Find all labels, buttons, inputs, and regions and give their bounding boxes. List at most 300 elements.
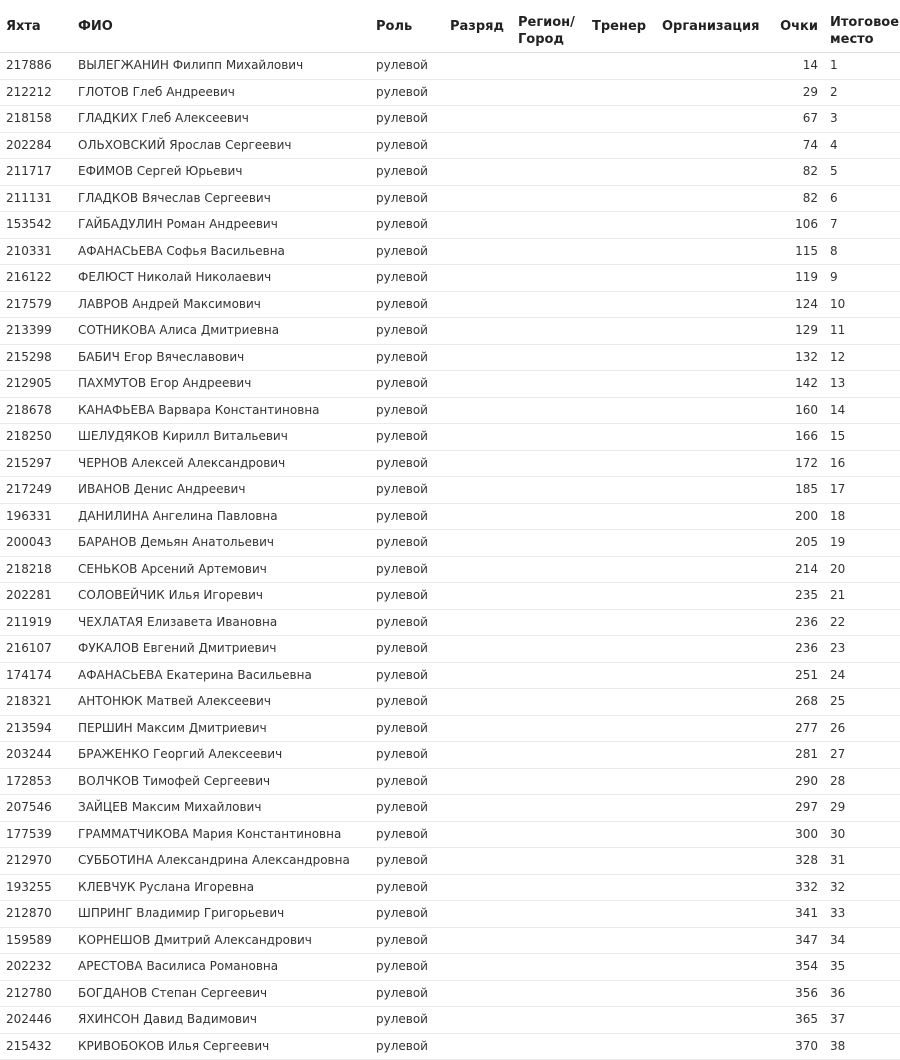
table-row: [0, 344, 900, 371]
region-cell: [512, 424, 586, 451]
name-cell: БОГДАНОВ Степан Сергеевич: [72, 980, 370, 1007]
coach-cell: [586, 212, 656, 239]
points-cell: 370: [768, 1033, 824, 1060]
header-yacht[interactable]: Яхта: [0, 0, 72, 53]
rank-cell: [444, 662, 512, 689]
header-name[interactable]: ФИО: [72, 0, 370, 53]
region-cell: [512, 53, 586, 80]
table-row: [0, 715, 900, 742]
org-cell: [656, 212, 768, 239]
rank-cell: [444, 106, 512, 133]
rank-cell: [444, 1033, 512, 1060]
rank-cell: [444, 1007, 512, 1034]
region-cell: [512, 79, 586, 106]
points-cell: 365: [768, 1007, 824, 1034]
region-cell: [512, 636, 586, 663]
place-cell: 33: [824, 901, 900, 928]
table-row: [0, 927, 900, 954]
points-cell: 14: [768, 53, 824, 80]
table-row: [0, 821, 900, 848]
name-cell: СЕНЬКОВ Арсений Артемович: [72, 556, 370, 583]
table-row: [0, 1033, 900, 1060]
table-row: [0, 212, 900, 239]
rank-cell: [444, 212, 512, 239]
name-cell: СОЛОВЕЙЧИК Илья Игоревич: [72, 583, 370, 610]
org-cell: [656, 768, 768, 795]
rank-cell: [444, 821, 512, 848]
rank-cell: [444, 238, 512, 265]
org-cell: [656, 424, 768, 451]
place-cell: 30: [824, 821, 900, 848]
name-cell: ВОЛЧКОВ Тимофей Сергеевич: [72, 768, 370, 795]
yacht-cell: 218678: [0, 397, 72, 424]
region-cell: [512, 689, 586, 716]
role-cell: рулевой: [370, 715, 444, 742]
coach-cell: [586, 450, 656, 477]
points-cell: 290: [768, 768, 824, 795]
place-cell: 20: [824, 556, 900, 583]
role-cell: рулевой: [370, 106, 444, 133]
role-cell: рулевой: [370, 689, 444, 716]
role-cell: рулевой: [370, 265, 444, 292]
points-cell: 74: [768, 132, 824, 159]
table-row: [0, 689, 900, 716]
role-cell: рулевой: [370, 636, 444, 663]
region-cell: [512, 848, 586, 875]
role-cell: рулевой: [370, 1007, 444, 1034]
points-cell: 82: [768, 185, 824, 212]
org-cell: [656, 874, 768, 901]
name-cell: ФЕЛЮСТ Николай Николаевич: [72, 265, 370, 292]
region-cell: [512, 503, 586, 530]
yacht-cell: 174174: [0, 662, 72, 689]
place-cell: 12: [824, 344, 900, 371]
yacht-cell: 202284: [0, 132, 72, 159]
yacht-cell: 159589: [0, 927, 72, 954]
table-header: [0, 0, 900, 53]
region-cell: [512, 795, 586, 822]
table-row: [0, 265, 900, 292]
points-cell: 277: [768, 715, 824, 742]
org-cell: [656, 901, 768, 928]
yacht-cell: 200043: [0, 530, 72, 557]
coach-cell: [586, 795, 656, 822]
points-cell: 347: [768, 927, 824, 954]
name-cell: ЧЕХЛАТАЯ Елизавета Ивановна: [72, 609, 370, 636]
coach-cell: [586, 79, 656, 106]
org-cell: [656, 795, 768, 822]
coach-cell: [586, 53, 656, 80]
place-cell: 14: [824, 397, 900, 424]
table-row: [0, 768, 900, 795]
yacht-cell: 211131: [0, 185, 72, 212]
points-cell: 328: [768, 848, 824, 875]
org-cell: [656, 715, 768, 742]
role-cell: рулевой: [370, 662, 444, 689]
yacht-cell: 218158: [0, 106, 72, 133]
role-cell: рулевой: [370, 556, 444, 583]
yacht-cell: 217579: [0, 291, 72, 318]
points-cell: 115: [768, 238, 824, 265]
table-row: [0, 185, 900, 212]
table-row: [0, 159, 900, 186]
table-row: [0, 795, 900, 822]
role-cell: рулевой: [370, 742, 444, 769]
table-row: [0, 477, 900, 504]
name-cell: БАРАНОВ Демьян Анатольевич: [72, 530, 370, 557]
place-cell: 26: [824, 715, 900, 742]
coach-cell: [586, 318, 656, 345]
table-row: [0, 397, 900, 424]
place-cell: 32: [824, 874, 900, 901]
name-cell: ПАХМУТОВ Егор Андреевич: [72, 371, 370, 398]
name-cell: СОТНИКОВА Алиса Дмитриевна: [72, 318, 370, 345]
place-cell: 28: [824, 768, 900, 795]
role-cell: рулевой: [370, 503, 444, 530]
region-cell: [512, 477, 586, 504]
yacht-cell: 212212: [0, 79, 72, 106]
role-cell: рулевой: [370, 609, 444, 636]
yacht-cell: 213594: [0, 715, 72, 742]
role-cell: рулевой: [370, 795, 444, 822]
place-cell: 35: [824, 954, 900, 981]
points-cell: 129: [768, 318, 824, 345]
coach-cell: [586, 185, 656, 212]
table-row: [0, 636, 900, 663]
region-cell: [512, 980, 586, 1007]
coach-cell: [586, 1007, 656, 1034]
rank-cell: [444, 477, 512, 504]
place-cell: 23: [824, 636, 900, 663]
region-cell: [512, 874, 586, 901]
points-cell: 332: [768, 874, 824, 901]
role-cell: рулевой: [370, 185, 444, 212]
yacht-cell: 216107: [0, 636, 72, 663]
org-cell: [656, 344, 768, 371]
region-cell: [512, 556, 586, 583]
name-cell: СУББОТИНА Александрина Александровна: [72, 848, 370, 875]
yacht-cell: 215432: [0, 1033, 72, 1060]
header-rank[interactable]: Разряд: [444, 0, 512, 53]
role-cell: рулевой: [370, 132, 444, 159]
org-cell: [656, 1007, 768, 1034]
place-cell: 8: [824, 238, 900, 265]
rank-cell: [444, 344, 512, 371]
org-cell: [656, 265, 768, 292]
role-cell: рулевой: [370, 477, 444, 504]
points-cell: 172: [768, 450, 824, 477]
region-cell: [512, 265, 586, 292]
table-row: [0, 556, 900, 583]
rank-cell: [444, 79, 512, 106]
rank-cell: [444, 397, 512, 424]
header-place-line2: место: [830, 32, 874, 47]
region-cell: [512, 1007, 586, 1034]
coach-cell: [586, 636, 656, 663]
place-cell: 6: [824, 185, 900, 212]
org-cell: [656, 1033, 768, 1060]
place-cell: 7: [824, 212, 900, 239]
header-org[interactable]: Организация: [656, 0, 768, 53]
org-cell: [656, 954, 768, 981]
coach-cell: [586, 901, 656, 928]
region-cell: [512, 344, 586, 371]
place-cell: 37: [824, 1007, 900, 1034]
org-cell: [656, 503, 768, 530]
yacht-cell: 202281: [0, 583, 72, 610]
table-row: [0, 53, 900, 80]
role-cell: рулевой: [370, 212, 444, 239]
table-body: [0, 53, 900, 1060]
role-cell: рулевой: [370, 53, 444, 80]
table-row: [0, 874, 900, 901]
yacht-cell: 218250: [0, 424, 72, 451]
points-cell: 166: [768, 424, 824, 451]
yacht-cell: 217886: [0, 53, 72, 80]
rank-cell: [444, 503, 512, 530]
table-row: [0, 318, 900, 345]
org-cell: [656, 477, 768, 504]
table-row: [0, 1007, 900, 1034]
coach-cell: [586, 503, 656, 530]
region-cell: [512, 715, 586, 742]
role-cell: рулевой: [370, 79, 444, 106]
table-row: [0, 901, 900, 928]
table-row: [0, 79, 900, 106]
table-row: [0, 238, 900, 265]
rank-cell: [444, 742, 512, 769]
role-cell: рулевой: [370, 238, 444, 265]
yacht-cell: 215298: [0, 344, 72, 371]
org-cell: [656, 636, 768, 663]
yacht-cell: 210331: [0, 238, 72, 265]
table-row: [0, 583, 900, 610]
org-cell: [656, 980, 768, 1007]
rank-cell: [444, 954, 512, 981]
coach-cell: [586, 132, 656, 159]
region-cell: [512, 185, 586, 212]
coach-cell: [586, 927, 656, 954]
name-cell: АФАНАСЬЕВА Екатерина Васильевна: [72, 662, 370, 689]
points-cell: 119: [768, 265, 824, 292]
header-region[interactable]: [512, 0, 586, 53]
table-row: [0, 742, 900, 769]
role-cell: рулевой: [370, 583, 444, 610]
region-cell: [512, 530, 586, 557]
org-cell: [656, 742, 768, 769]
region-cell: [512, 318, 586, 345]
header-row: [0, 0, 900, 53]
region-cell: [512, 662, 586, 689]
table-row: [0, 106, 900, 133]
rank-cell: [444, 583, 512, 610]
name-cell: ПЕРШИН Максим Дмитриевич: [72, 715, 370, 742]
table-row: [0, 954, 900, 981]
name-cell: АНТОНЮК Матвей Алексеевич: [72, 689, 370, 716]
rank-cell: [444, 424, 512, 451]
points-cell: 341: [768, 901, 824, 928]
rank-cell: [444, 927, 512, 954]
header-place[interactable]: [824, 0, 900, 53]
rank-cell: [444, 980, 512, 1007]
coach-cell: [586, 821, 656, 848]
yacht-cell: 218218: [0, 556, 72, 583]
coach-cell: [586, 954, 656, 981]
name-cell: АФАНАСЬЕВА Софья Васильевна: [72, 238, 370, 265]
place-cell: 27: [824, 742, 900, 769]
name-cell: ЛАВРОВ Андрей Максимович: [72, 291, 370, 318]
yacht-cell: 211919: [0, 609, 72, 636]
rank-cell: [444, 530, 512, 557]
region-cell: [512, 901, 586, 928]
coach-cell: [586, 344, 656, 371]
org-cell: [656, 530, 768, 557]
coach-cell: [586, 424, 656, 451]
points-cell: 142: [768, 371, 824, 398]
region-cell: [512, 583, 586, 610]
coach-cell: [586, 397, 656, 424]
table-row: [0, 132, 900, 159]
place-cell: 1: [824, 53, 900, 80]
name-cell: ГАЙБАДУЛИН Роман Андреевич: [72, 212, 370, 239]
place-cell: 9: [824, 265, 900, 292]
name-cell: ШПРИНГ Владимир Григорьевич: [72, 901, 370, 928]
yacht-cell: 212970: [0, 848, 72, 875]
region-cell: [512, 742, 586, 769]
coach-cell: [586, 980, 656, 1007]
coach-cell: [586, 238, 656, 265]
place-cell: 24: [824, 662, 900, 689]
header-coach[interactable]: Тренер: [586, 0, 656, 53]
org-cell: [656, 53, 768, 80]
table-row: [0, 371, 900, 398]
region-cell: [512, 927, 586, 954]
yacht-cell: 207546: [0, 795, 72, 822]
table-row: [0, 848, 900, 875]
org-cell: [656, 318, 768, 345]
name-cell: КАНАФЬЕВА Варвара Константиновна: [72, 397, 370, 424]
name-cell: ГЛОТОВ Глеб Андреевич: [72, 79, 370, 106]
yacht-cell: 213399: [0, 318, 72, 345]
points-cell: 235: [768, 583, 824, 610]
rank-cell: [444, 556, 512, 583]
header-role[interactable]: Роль: [370, 0, 444, 53]
rank-cell: [444, 185, 512, 212]
points-cell: 251: [768, 662, 824, 689]
coach-cell: [586, 159, 656, 186]
place-cell: 21: [824, 583, 900, 610]
org-cell: [656, 159, 768, 186]
table-row: [0, 424, 900, 451]
role-cell: рулевой: [370, 768, 444, 795]
rank-cell: [444, 265, 512, 292]
coach-cell: [586, 477, 656, 504]
place-cell: 5: [824, 159, 900, 186]
region-cell: [512, 954, 586, 981]
place-cell: 29: [824, 795, 900, 822]
role-cell: рулевой: [370, 1033, 444, 1060]
name-cell: КРИВОБОКОВ Илья Сергеевич: [72, 1033, 370, 1060]
name-cell: ОЛЬХОВСКИЙ Ярослав Сергеевич: [72, 132, 370, 159]
coach-cell: [586, 265, 656, 292]
name-cell: ШЕЛУДЯКОВ Кирилл Витальевич: [72, 424, 370, 451]
coach-cell: [586, 556, 656, 583]
role-cell: рулевой: [370, 954, 444, 981]
yacht-cell: 212870: [0, 901, 72, 928]
name-cell: ИВАНОВ Денис Андреевич: [72, 477, 370, 504]
coach-cell: [586, 874, 656, 901]
place-cell: 22: [824, 609, 900, 636]
name-cell: ЯХИНСОН Давид Вадимович: [72, 1007, 370, 1034]
rank-cell: [444, 132, 512, 159]
points-cell: 236: [768, 609, 824, 636]
yacht-cell: 211717: [0, 159, 72, 186]
rank-cell: [444, 768, 512, 795]
points-cell: 29: [768, 79, 824, 106]
points-cell: 132: [768, 344, 824, 371]
header-region-line2: Город: [518, 32, 564, 47]
role-cell: рулевой: [370, 874, 444, 901]
points-cell: 236: [768, 636, 824, 663]
name-cell: КЛЕВЧУК Руслана Игоревна: [72, 874, 370, 901]
role-cell: рулевой: [370, 159, 444, 186]
coach-cell: [586, 530, 656, 557]
org-cell: [656, 848, 768, 875]
points-cell: 82: [768, 159, 824, 186]
coach-cell: [586, 291, 656, 318]
rank-cell: [444, 874, 512, 901]
org-cell: [656, 79, 768, 106]
org-cell: [656, 450, 768, 477]
yacht-cell: 216122: [0, 265, 72, 292]
org-cell: [656, 821, 768, 848]
region-cell: [512, 212, 586, 239]
rank-cell: [444, 371, 512, 398]
org-cell: [656, 397, 768, 424]
place-cell: 34: [824, 927, 900, 954]
points-cell: 160: [768, 397, 824, 424]
org-cell: [656, 609, 768, 636]
header-points[interactable]: Очки: [768, 0, 824, 53]
table-row: [0, 450, 900, 477]
coach-cell: [586, 583, 656, 610]
role-cell: рулевой: [370, 397, 444, 424]
org-cell: [656, 583, 768, 610]
points-cell: 354: [768, 954, 824, 981]
rank-cell: [444, 848, 512, 875]
yacht-cell: 202446: [0, 1007, 72, 1034]
rank-cell: [444, 689, 512, 716]
points-cell: 106: [768, 212, 824, 239]
place-cell: 13: [824, 371, 900, 398]
name-cell: ГЛАДКОВ Вячеслав Сергеевич: [72, 185, 370, 212]
table-row: [0, 291, 900, 318]
org-cell: [656, 556, 768, 583]
name-cell: ДАНИЛИНА Ангелина Павловна: [72, 503, 370, 530]
coach-cell: [586, 848, 656, 875]
name-cell: БАБИЧ Егор Вячеславович: [72, 344, 370, 371]
name-cell: ГЛАДКИХ Глеб Алексеевич: [72, 106, 370, 133]
rank-cell: [444, 636, 512, 663]
rank-cell: [444, 609, 512, 636]
place-cell: 11: [824, 318, 900, 345]
yacht-cell: 203244: [0, 742, 72, 769]
place-cell: 15: [824, 424, 900, 451]
points-cell: 200: [768, 503, 824, 530]
place-cell: 10: [824, 291, 900, 318]
coach-cell: [586, 609, 656, 636]
place-cell: 17: [824, 477, 900, 504]
